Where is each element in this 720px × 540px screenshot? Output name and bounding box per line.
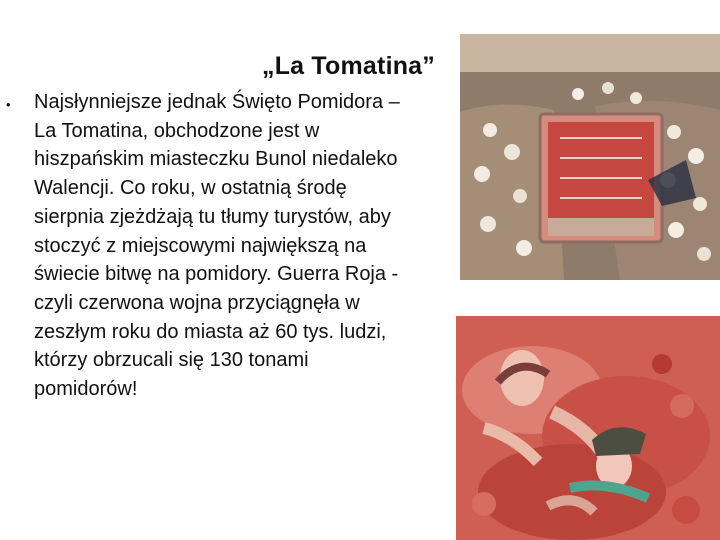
bullet-marker: •	[6, 97, 11, 112]
body-text: Najsłynniejsze jednak Święto Pomidora – La Tomatina, obchodzone jest w hiszpańskim miasteczku Bunol niedaleko Walencji. Co roku, w ostatnią środę sierpnia zjeżdżają tu tłumy turystów, aby stoczyć z miejscowymi największą na świecie bitwę na pomidory. Guerra Roja - czyli czerwona wojna przyciągnęła w zeszłym roku do miasta aż 60 tys. ludzi, którzy obrzucali się 130 tonami pomidorów!	[34, 91, 400, 401]
tomato-fight-participants-photo	[456, 316, 720, 540]
slide-title: „La Tomatina”	[262, 52, 435, 80]
crowd-photo-illustration	[460, 34, 720, 280]
tomato-truck-crowd-photo	[460, 34, 720, 280]
tomato-fight-illustration	[456, 316, 720, 540]
